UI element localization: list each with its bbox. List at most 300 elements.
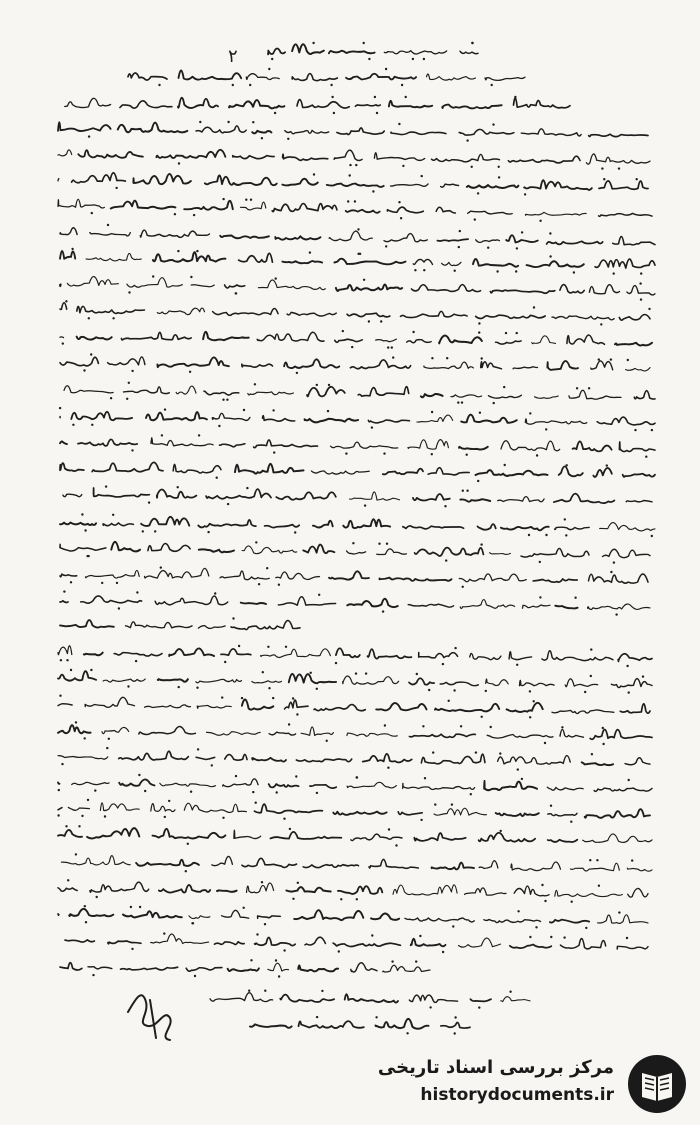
ink-dot [266, 567, 268, 569]
ink-dot [63, 590, 65, 592]
ink-dot [528, 534, 530, 536]
handwritten-word [560, 939, 605, 949]
handwritten-word [280, 995, 334, 1002]
handwritten-word [411, 285, 480, 292]
handwritten-word [60, 337, 64, 338]
handwritten-word [520, 680, 555, 685]
handwritten-word [489, 395, 522, 398]
handwritten-word [210, 993, 273, 1002]
ink-dot [138, 774, 140, 776]
handwritten-word [179, 70, 242, 79]
ink-dot [272, 697, 274, 699]
handwritten-word [336, 648, 360, 657]
handwritten-word [239, 253, 273, 262]
ink-dot [490, 726, 492, 728]
ink-dot [571, 901, 573, 903]
ink-dot [535, 926, 537, 928]
handwritten-word [87, 828, 139, 838]
handwritten-word [586, 154, 650, 164]
handwritten-word [347, 551, 366, 554]
ink-dot [107, 224, 109, 226]
handwritten-word [146, 412, 207, 420]
ink-dot [401, 84, 403, 86]
handwritten-word [299, 1021, 364, 1028]
handwritten-word [198, 520, 256, 528]
handwritten-word [313, 521, 333, 528]
ink-dot [216, 477, 218, 479]
handwritten-word [148, 543, 190, 551]
handwritten-word [634, 391, 655, 399]
ink-dot [316, 688, 318, 690]
handwritten-word [626, 368, 650, 371]
handwritten-word [413, 494, 450, 501]
ink-dot [363, 279, 365, 281]
ink-dot [310, 672, 312, 674]
ink-dot [499, 752, 501, 754]
page-number-mark: ۲ [228, 46, 238, 67]
ink-dot [128, 382, 130, 384]
handwritten-word [90, 882, 149, 892]
handwritten-word [206, 489, 271, 499]
handwritten-word [221, 649, 251, 655]
ink-dot [278, 975, 280, 977]
ink-dot [631, 859, 633, 861]
handwritten-word [151, 438, 213, 446]
handwritten-word [270, 832, 341, 839]
handwritten-word [265, 525, 300, 528]
ink-dot [415, 960, 417, 962]
ink-dot [88, 317, 90, 319]
handwritten-word [619, 442, 655, 452]
handwritten-word [151, 934, 209, 944]
ink-dot [101, 582, 103, 584]
ink-dot [65, 825, 67, 827]
handwritten-word [58, 914, 59, 916]
ink-dot [139, 906, 141, 908]
handwritten-word [78, 439, 137, 445]
handwritten-word [60, 523, 96, 526]
ink-dot [81, 513, 83, 515]
ink-dot [108, 738, 110, 740]
ink-dot [398, 201, 400, 203]
handwritten-word [559, 466, 583, 476]
handwritten-word [242, 364, 273, 367]
ink-dot [529, 412, 531, 414]
handwritten-word [569, 390, 621, 399]
handwritten-word [338, 886, 382, 894]
ink-dot [292, 697, 294, 699]
ink-dot [199, 121, 201, 123]
ink-dot [442, 663, 444, 665]
ink-dot [596, 859, 598, 861]
handwritten-word [513, 367, 537, 369]
ink-dot [196, 250, 198, 252]
handwritten-word [585, 809, 650, 818]
ink-dot [78, 825, 80, 827]
archive-book-logo-icon [626, 1053, 688, 1115]
handwritten-word [58, 199, 104, 208]
ink-dot [428, 689, 430, 691]
handwritten-word [58, 756, 108, 760]
ink-dot [71, 248, 73, 250]
ink-dot [154, 530, 156, 532]
handwritten-word [151, 804, 175, 812]
ink-dot [516, 664, 518, 666]
handwritten-word [100, 803, 139, 811]
ink-dot [261, 881, 263, 883]
ink-dot [454, 1032, 456, 1034]
ink-dot [235, 292, 237, 294]
ink-dot [164, 816, 166, 818]
handwritten-word [555, 527, 590, 529]
ink-dot [372, 190, 374, 192]
ink-dot [90, 669, 92, 671]
handwritten-word [157, 357, 229, 367]
ink-dot [466, 490, 468, 492]
ink-dot [250, 199, 252, 201]
handwritten-word [242, 546, 297, 554]
ink-dot [642, 675, 644, 677]
handwritten-word [415, 548, 484, 556]
ink-dot [92, 974, 94, 976]
ink-dot [347, 200, 349, 202]
handwritten-word [141, 517, 189, 526]
ink-dot [224, 661, 226, 663]
handwritten-word [439, 336, 482, 344]
handwritten-word [60, 284, 61, 286]
handwritten-word [282, 261, 322, 263]
handwritten-word [383, 965, 430, 972]
handwritten-word [383, 469, 423, 475]
handwritten-word [548, 813, 577, 816]
ink-dot [278, 584, 280, 586]
ink-dot [267, 646, 269, 648]
ink-dot [321, 990, 323, 992]
handwritten-word [231, 620, 300, 629]
handwritten-word [459, 447, 488, 450]
handwritten-word [250, 1024, 292, 1027]
ink-dot [446, 357, 448, 359]
handwritten-word [414, 833, 465, 841]
handwritten-word [268, 48, 285, 54]
ink-dot [448, 700, 450, 702]
ink-dot [296, 713, 298, 715]
ink-dot [574, 597, 576, 599]
handwritten-word [205, 175, 277, 185]
handwritten-word [241, 202, 266, 210]
handwritten-word [77, 306, 145, 313]
ink-dot [388, 828, 390, 830]
ink-dot [70, 581, 72, 583]
handwritten-word [303, 545, 334, 554]
handwritten-word [217, 890, 237, 892]
handwritten-word [252, 681, 282, 683]
ink-dot [460, 725, 462, 727]
handwritten-word [108, 941, 141, 944]
ink-dot [351, 346, 353, 348]
ink-dot [590, 675, 592, 677]
handwritten-word [421, 394, 443, 397]
ink-dot [276, 791, 278, 793]
handwritten-word [565, 679, 598, 687]
handwritten-word [307, 387, 345, 397]
handwritten-word [225, 754, 247, 760]
handwritten-word [514, 98, 571, 108]
ink-dot [376, 112, 378, 114]
handwritten-word [199, 549, 234, 552]
handwritten-word [419, 652, 458, 657]
handwritten-word [287, 312, 336, 316]
handwritten-word [623, 474, 655, 477]
handwritten-word [377, 549, 407, 555]
handwritten-word [424, 362, 474, 368]
ink-dot [152, 275, 154, 277]
ink-dot [564, 518, 566, 520]
ink-dot [539, 561, 541, 563]
handwritten-word [84, 653, 103, 656]
ink-dot [412, 331, 414, 333]
ink-dot [84, 737, 86, 739]
handwritten-word [68, 807, 89, 810]
ink-dot [81, 815, 83, 817]
ink-dot [514, 96, 516, 98]
ink-dot [640, 272, 642, 274]
handwritten-word [72, 782, 109, 784]
handwritten-word [289, 674, 336, 683]
ink-dot [442, 951, 444, 953]
handwritten-word [347, 313, 390, 317]
handwritten-word [498, 497, 544, 502]
ink-dot [248, 990, 250, 992]
handwritten-word [60, 544, 106, 551]
ink-dot [613, 561, 615, 563]
handwritten-word [484, 781, 537, 790]
ink-dot [136, 591, 138, 593]
ink-dot [545, 534, 547, 536]
ink-dot [459, 230, 461, 232]
ink-dot [297, 882, 299, 884]
ink-dot [227, 503, 229, 505]
ink-dot [160, 566, 162, 568]
handwritten-word [595, 259, 655, 268]
ink-dot [524, 193, 526, 195]
ink-dot [368, 320, 370, 322]
ink-dot [385, 68, 387, 70]
handwritten-word [368, 420, 409, 423]
handwritten-word [159, 885, 210, 893]
handwritten-word [351, 963, 377, 972]
ink-dot [371, 426, 373, 428]
ink-dot [544, 742, 546, 744]
handwritten-word [590, 729, 652, 739]
ink-dot [158, 84, 160, 86]
ink-dot [398, 123, 400, 125]
ink-dot [529, 690, 531, 692]
ink-dot [493, 402, 495, 404]
ink-dot [602, 727, 604, 729]
ink-dot [256, 933, 258, 935]
handwritten-word [81, 596, 142, 603]
ink-dot [487, 247, 489, 249]
ink-dot [177, 250, 179, 252]
handwritten-word [387, 207, 423, 213]
handwritten-word [337, 128, 384, 135]
handwritten-word [272, 204, 337, 212]
handwritten-word [78, 150, 143, 158]
handwritten-word [292, 44, 324, 54]
handwritten-word [343, 676, 399, 684]
ink-dot [400, 217, 402, 219]
ink-dot [211, 764, 213, 766]
handwritten-word [329, 231, 372, 241]
ink-dot [387, 767, 389, 769]
handwritten-word [60, 303, 67, 310]
ink-dot [62, 342, 64, 344]
ink-dot [214, 592, 216, 594]
ink-dot [318, 594, 320, 596]
handwritten-word [223, 779, 258, 787]
handwritten-word [157, 489, 197, 498]
ink-dot [163, 932, 165, 934]
ink-dot [541, 884, 543, 886]
handwritten-word [114, 653, 162, 656]
ink-dot [75, 853, 77, 855]
handwritten-word [90, 233, 131, 236]
handwritten-word [401, 311, 468, 317]
ink-dot [268, 68, 270, 70]
handwritten-word [501, 441, 560, 451]
ink-dot [402, 165, 404, 167]
ink-dot [550, 805, 552, 807]
ink-dot [61, 763, 63, 765]
ink-dot [168, 800, 170, 802]
handwritten-word [476, 470, 548, 476]
handwritten-word [628, 888, 648, 897]
ink-dot [590, 648, 592, 650]
ink-dot [451, 803, 453, 805]
handwritten-word [303, 865, 358, 868]
handwritten-word [552, 710, 614, 714]
handwritten-word [286, 887, 330, 892]
handwritten-word [347, 782, 396, 788]
ink-dot [296, 372, 298, 374]
ink-dot [498, 176, 500, 178]
handwritten-word [355, 105, 380, 107]
handwritten-word [525, 212, 586, 215]
handwritten-word [58, 704, 72, 706]
handwritten-word [285, 700, 309, 709]
handwritten-word [121, 332, 191, 340]
handwritten-word [436, 207, 455, 213]
ink-dot [521, 778, 523, 780]
ink-dot [232, 84, 234, 86]
handwritten-word [459, 574, 526, 582]
ink-dot [648, 308, 650, 310]
ink-dot [115, 187, 117, 189]
handwritten-word [294, 910, 363, 920]
ink-dot [416, 673, 418, 675]
ink-dot [357, 228, 359, 230]
handwritten-word [58, 725, 91, 733]
handwritten-word [451, 395, 482, 397]
handwritten-word [427, 74, 476, 80]
handwritten-word [560, 729, 584, 737]
ink-dot [189, 371, 191, 373]
handwritten-word [60, 574, 77, 577]
handwritten-word [350, 360, 410, 369]
ink-dot [651, 535, 653, 537]
ink-dot [431, 453, 433, 455]
handwritten-word [153, 252, 226, 261]
ink-dot [288, 723, 290, 725]
handwritten-word [212, 413, 250, 420]
handwritten-word [617, 946, 648, 949]
handwritten-word [589, 574, 649, 583]
ink-dot [479, 412, 481, 414]
handwritten-word [384, 51, 446, 54]
handwritten-word [297, 100, 349, 109]
handwritten-word [615, 343, 652, 346]
handwritten-word [435, 704, 499, 712]
ink-dot [75, 721, 77, 723]
handwritten-word [506, 235, 538, 242]
handwritten-word [140, 230, 209, 237]
ink-dot [127, 685, 129, 687]
handwritten-word [119, 779, 154, 785]
handwritten-word [627, 286, 655, 295]
ink-dot [628, 779, 630, 781]
handwritten-word [478, 524, 496, 530]
ink-dot [355, 164, 357, 166]
handwritten-word [346, 210, 380, 213]
handwritten-word [470, 653, 501, 659]
ink-dot [178, 162, 180, 164]
ink-dot [295, 775, 297, 777]
handwritten-word [525, 419, 587, 424]
handwritten-word [335, 339, 362, 342]
handwritten-word [490, 553, 511, 555]
handwritten-word [583, 834, 652, 843]
ink-dot [254, 383, 256, 385]
handwritten-word [225, 285, 245, 288]
ink-dot [601, 167, 603, 169]
handwritten-word [600, 523, 655, 531]
handwritten-word [501, 997, 530, 1002]
ink-dot [375, 1016, 377, 1018]
ink-dot [243, 907, 245, 909]
ink-dot [618, 911, 620, 913]
handwritten-word [358, 387, 409, 397]
ink-dot [504, 464, 506, 466]
handwritten-word [407, 340, 431, 343]
handwritten-word [285, 130, 329, 133]
ink-dot [227, 121, 229, 123]
ink-dot [458, 246, 460, 248]
ink-dot [627, 359, 629, 361]
handwritten-word [252, 758, 286, 762]
handwritten-word [153, 829, 226, 839]
ink-dot [198, 434, 200, 436]
ink-dot [545, 428, 547, 430]
ink-dot [481, 357, 483, 359]
handwritten-word [124, 387, 170, 394]
handwritten-word [252, 131, 271, 134]
ink-dot [533, 306, 535, 308]
ink-dot [461, 401, 463, 403]
ink-dot [131, 449, 133, 451]
handwritten-word [460, 51, 478, 54]
ink-dot [243, 409, 245, 411]
